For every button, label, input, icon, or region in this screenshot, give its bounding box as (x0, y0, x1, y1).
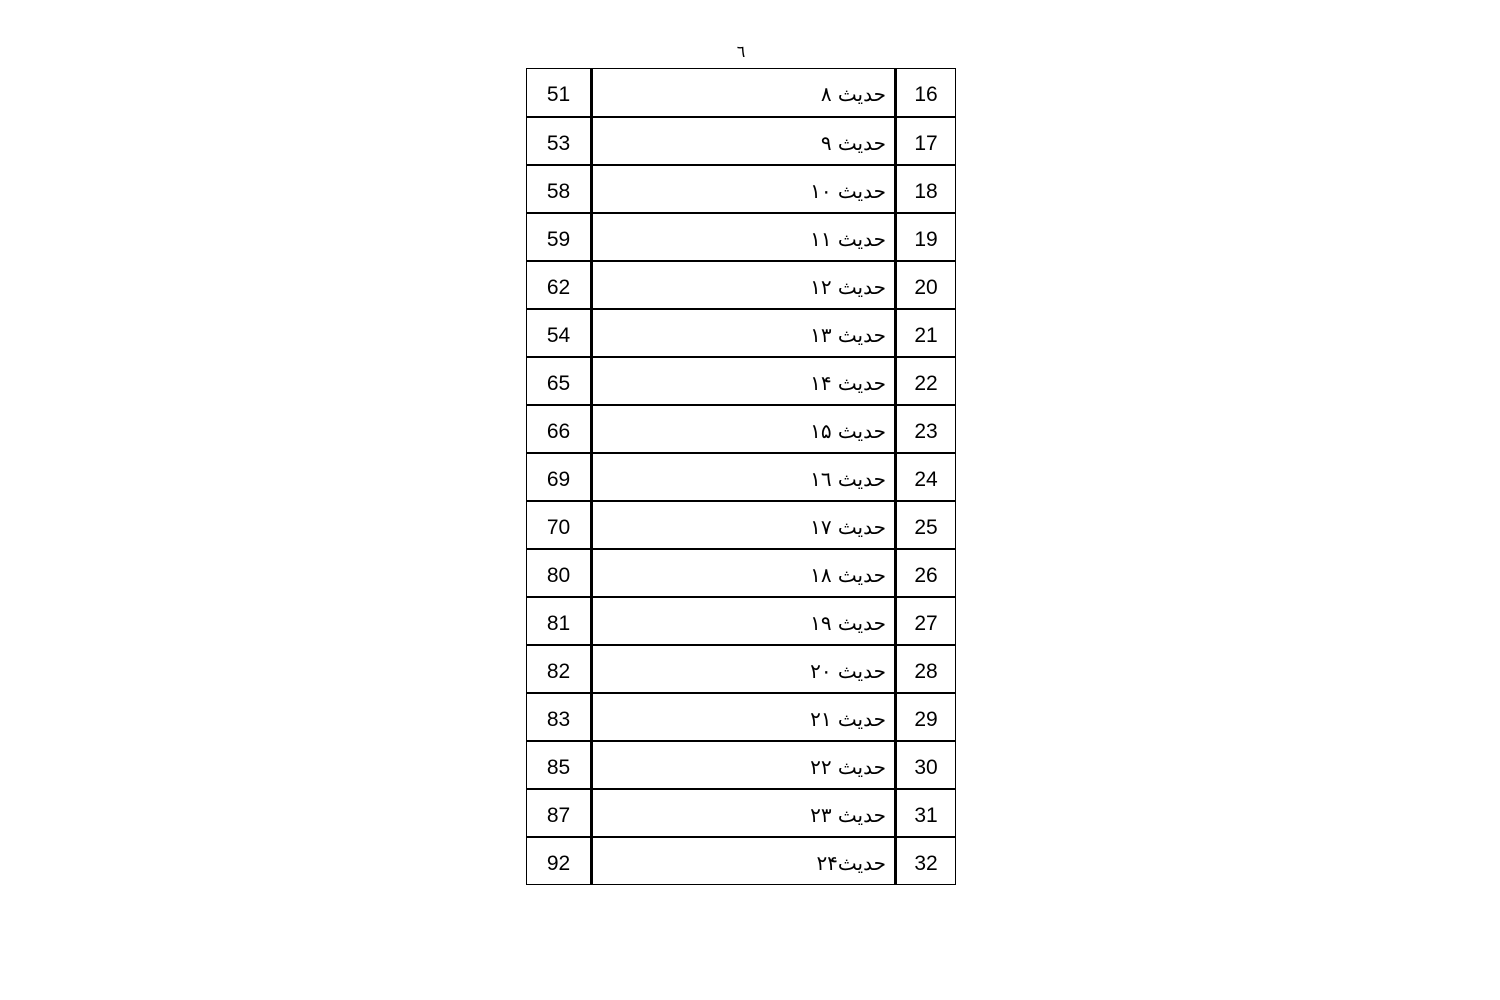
table-row (527, 837, 956, 885)
serial-number-value: 19 (914, 227, 938, 251)
serial-number-cell (896, 645, 956, 693)
page-number-value: 59 (546, 227, 571, 251)
serial-number-value: 21 (914, 323, 938, 347)
hadith-title-cell (592, 789, 896, 837)
page-number-value: 92 (546, 851, 571, 875)
table-row (527, 117, 956, 165)
page-number-value: 80 (546, 563, 571, 587)
serial-number-cell (896, 357, 956, 405)
hadith-title-cell (592, 453, 896, 501)
hadith-title: حدیث ٢٢ (810, 754, 886, 779)
page-number-cell (527, 261, 592, 309)
hadith-title-cell (592, 69, 896, 117)
page-number-value: 69 (546, 467, 571, 491)
contents-table (526, 68, 956, 885)
page-number-value: 54 (546, 323, 571, 347)
table-row (527, 213, 956, 261)
table-row (527, 165, 956, 213)
serial-number-value: 32 (914, 851, 938, 875)
table-row (527, 597, 956, 645)
page-number-value: 51 (546, 83, 571, 107)
serial-number-cell (896, 501, 956, 549)
serial-number-value: 31 (914, 803, 938, 827)
serial-number-value: 17 (914, 131, 938, 155)
page-number: ٦ (736, 42, 746, 61)
table-row (527, 405, 956, 453)
serial-number-cell (896, 549, 956, 597)
hadith-title-cell (592, 261, 896, 309)
page-number-value: 53 (546, 131, 571, 155)
page-number-value: 66 (546, 419, 571, 443)
page-number-cell (527, 501, 592, 549)
page-number-value: 70 (546, 515, 571, 539)
table-row (527, 69, 956, 117)
page-number-cell (527, 213, 592, 261)
page-number-cell (527, 549, 592, 597)
serial-number-cell (896, 693, 956, 741)
serial-number-value: 24 (914, 467, 938, 491)
table-row (527, 789, 956, 837)
table-row (527, 549, 956, 597)
hadith-title: حدیث ١٢ (810, 274, 886, 299)
contents-table-body (527, 69, 956, 885)
serial-number-cell (896, 117, 956, 165)
page-number-cell (527, 837, 592, 885)
serial-number-cell (896, 213, 956, 261)
hadith-title-cell (592, 597, 896, 645)
hadith-title: حدیث ١۹ (810, 610, 886, 635)
page-number-value: 58 (546, 179, 571, 203)
serial-number-cell (896, 741, 956, 789)
hadith-title: حدیث ١٦ (810, 466, 886, 491)
serial-number-cell (896, 405, 956, 453)
page-number-cell (527, 741, 592, 789)
hadith-title: حدیث ١١ (810, 226, 886, 251)
serial-number-cell (896, 837, 956, 885)
page-number-cell (527, 405, 592, 453)
serial-number-value: 28 (914, 659, 938, 683)
hadith-title-cell (592, 549, 896, 597)
hadith-title: حدیث ١٠ (810, 178, 886, 203)
hadith-title-cell (592, 405, 896, 453)
page-number-cell (527, 69, 592, 117)
hadith-title-cell (592, 645, 896, 693)
hadith-title-cell (592, 693, 896, 741)
page-number-cell (527, 453, 592, 501)
page-number-cell (527, 309, 592, 357)
hadith-title-cell (592, 117, 896, 165)
table-row (527, 453, 956, 501)
hadith-title: حدیث ۸ (820, 82, 886, 107)
page-number-value: 83 (546, 707, 571, 731)
page-number-value: 85 (546, 755, 571, 779)
hadith-title: حدیث ۹ (820, 130, 886, 155)
page-number-value: 82 (546, 659, 571, 683)
serial-number-cell (896, 309, 956, 357)
page-number-cell (527, 165, 592, 213)
serial-number-value: 18 (914, 179, 938, 203)
serial-number-cell (896, 453, 956, 501)
serial-number-value: 16 (914, 83, 938, 107)
hadith-title: حدیث ٢٠ (810, 658, 886, 683)
hadith-title: حدیث ١۵ (810, 418, 886, 443)
serial-number-cell (896, 789, 956, 837)
table-row (527, 501, 956, 549)
page-number-cell (527, 693, 592, 741)
serial-number-cell (896, 261, 956, 309)
serial-number-value: 22 (914, 371, 938, 395)
hadith-title-cell (592, 501, 896, 549)
hadith-title: حدیث ٢١ (810, 706, 886, 731)
table-row (527, 645, 956, 693)
serial-number-value: 25 (914, 515, 938, 539)
hadith-title-cell (592, 357, 896, 405)
page-number-value: 65 (546, 371, 571, 395)
page-number-value: 87 (546, 803, 571, 827)
hadith-title: حدیث ٢٣ (810, 802, 886, 827)
hadith-title: حدیث ١٣ (810, 322, 886, 347)
serial-number-value: 26 (914, 563, 938, 587)
page-number-cell (527, 645, 592, 693)
page-number-cell (527, 117, 592, 165)
hadith-title: حدیث ١۷ (810, 514, 886, 539)
hadith-title: حدیث٢۴ (816, 850, 886, 875)
serial-number-cell (896, 165, 956, 213)
table-row (527, 261, 956, 309)
serial-number-value: 23 (914, 419, 938, 443)
page-number-value: 62 (546, 275, 571, 299)
serial-number-value: 29 (914, 707, 938, 731)
hadith-title-cell (592, 741, 896, 789)
hadith-title: حدیث ١۸ (810, 562, 886, 587)
table-row (527, 741, 956, 789)
table-row (527, 309, 956, 357)
hadith-title: حدیث ١۴ (810, 370, 886, 395)
hadith-title-cell (592, 213, 896, 261)
page-number-cell (527, 357, 592, 405)
table-row (527, 357, 956, 405)
page-number-cell (527, 597, 592, 645)
hadith-title-cell (592, 165, 896, 213)
serial-number-cell (896, 69, 956, 117)
serial-number-value: 20 (914, 275, 938, 299)
page-number-cell (527, 789, 592, 837)
serial-number-value: 27 (914, 611, 938, 635)
page-number-value: 81 (546, 611, 571, 635)
serial-number-cell (896, 597, 956, 645)
hadith-title-cell (592, 309, 896, 357)
table-row (527, 693, 956, 741)
hadith-title-cell (592, 837, 896, 885)
serial-number-value: 30 (914, 755, 938, 779)
